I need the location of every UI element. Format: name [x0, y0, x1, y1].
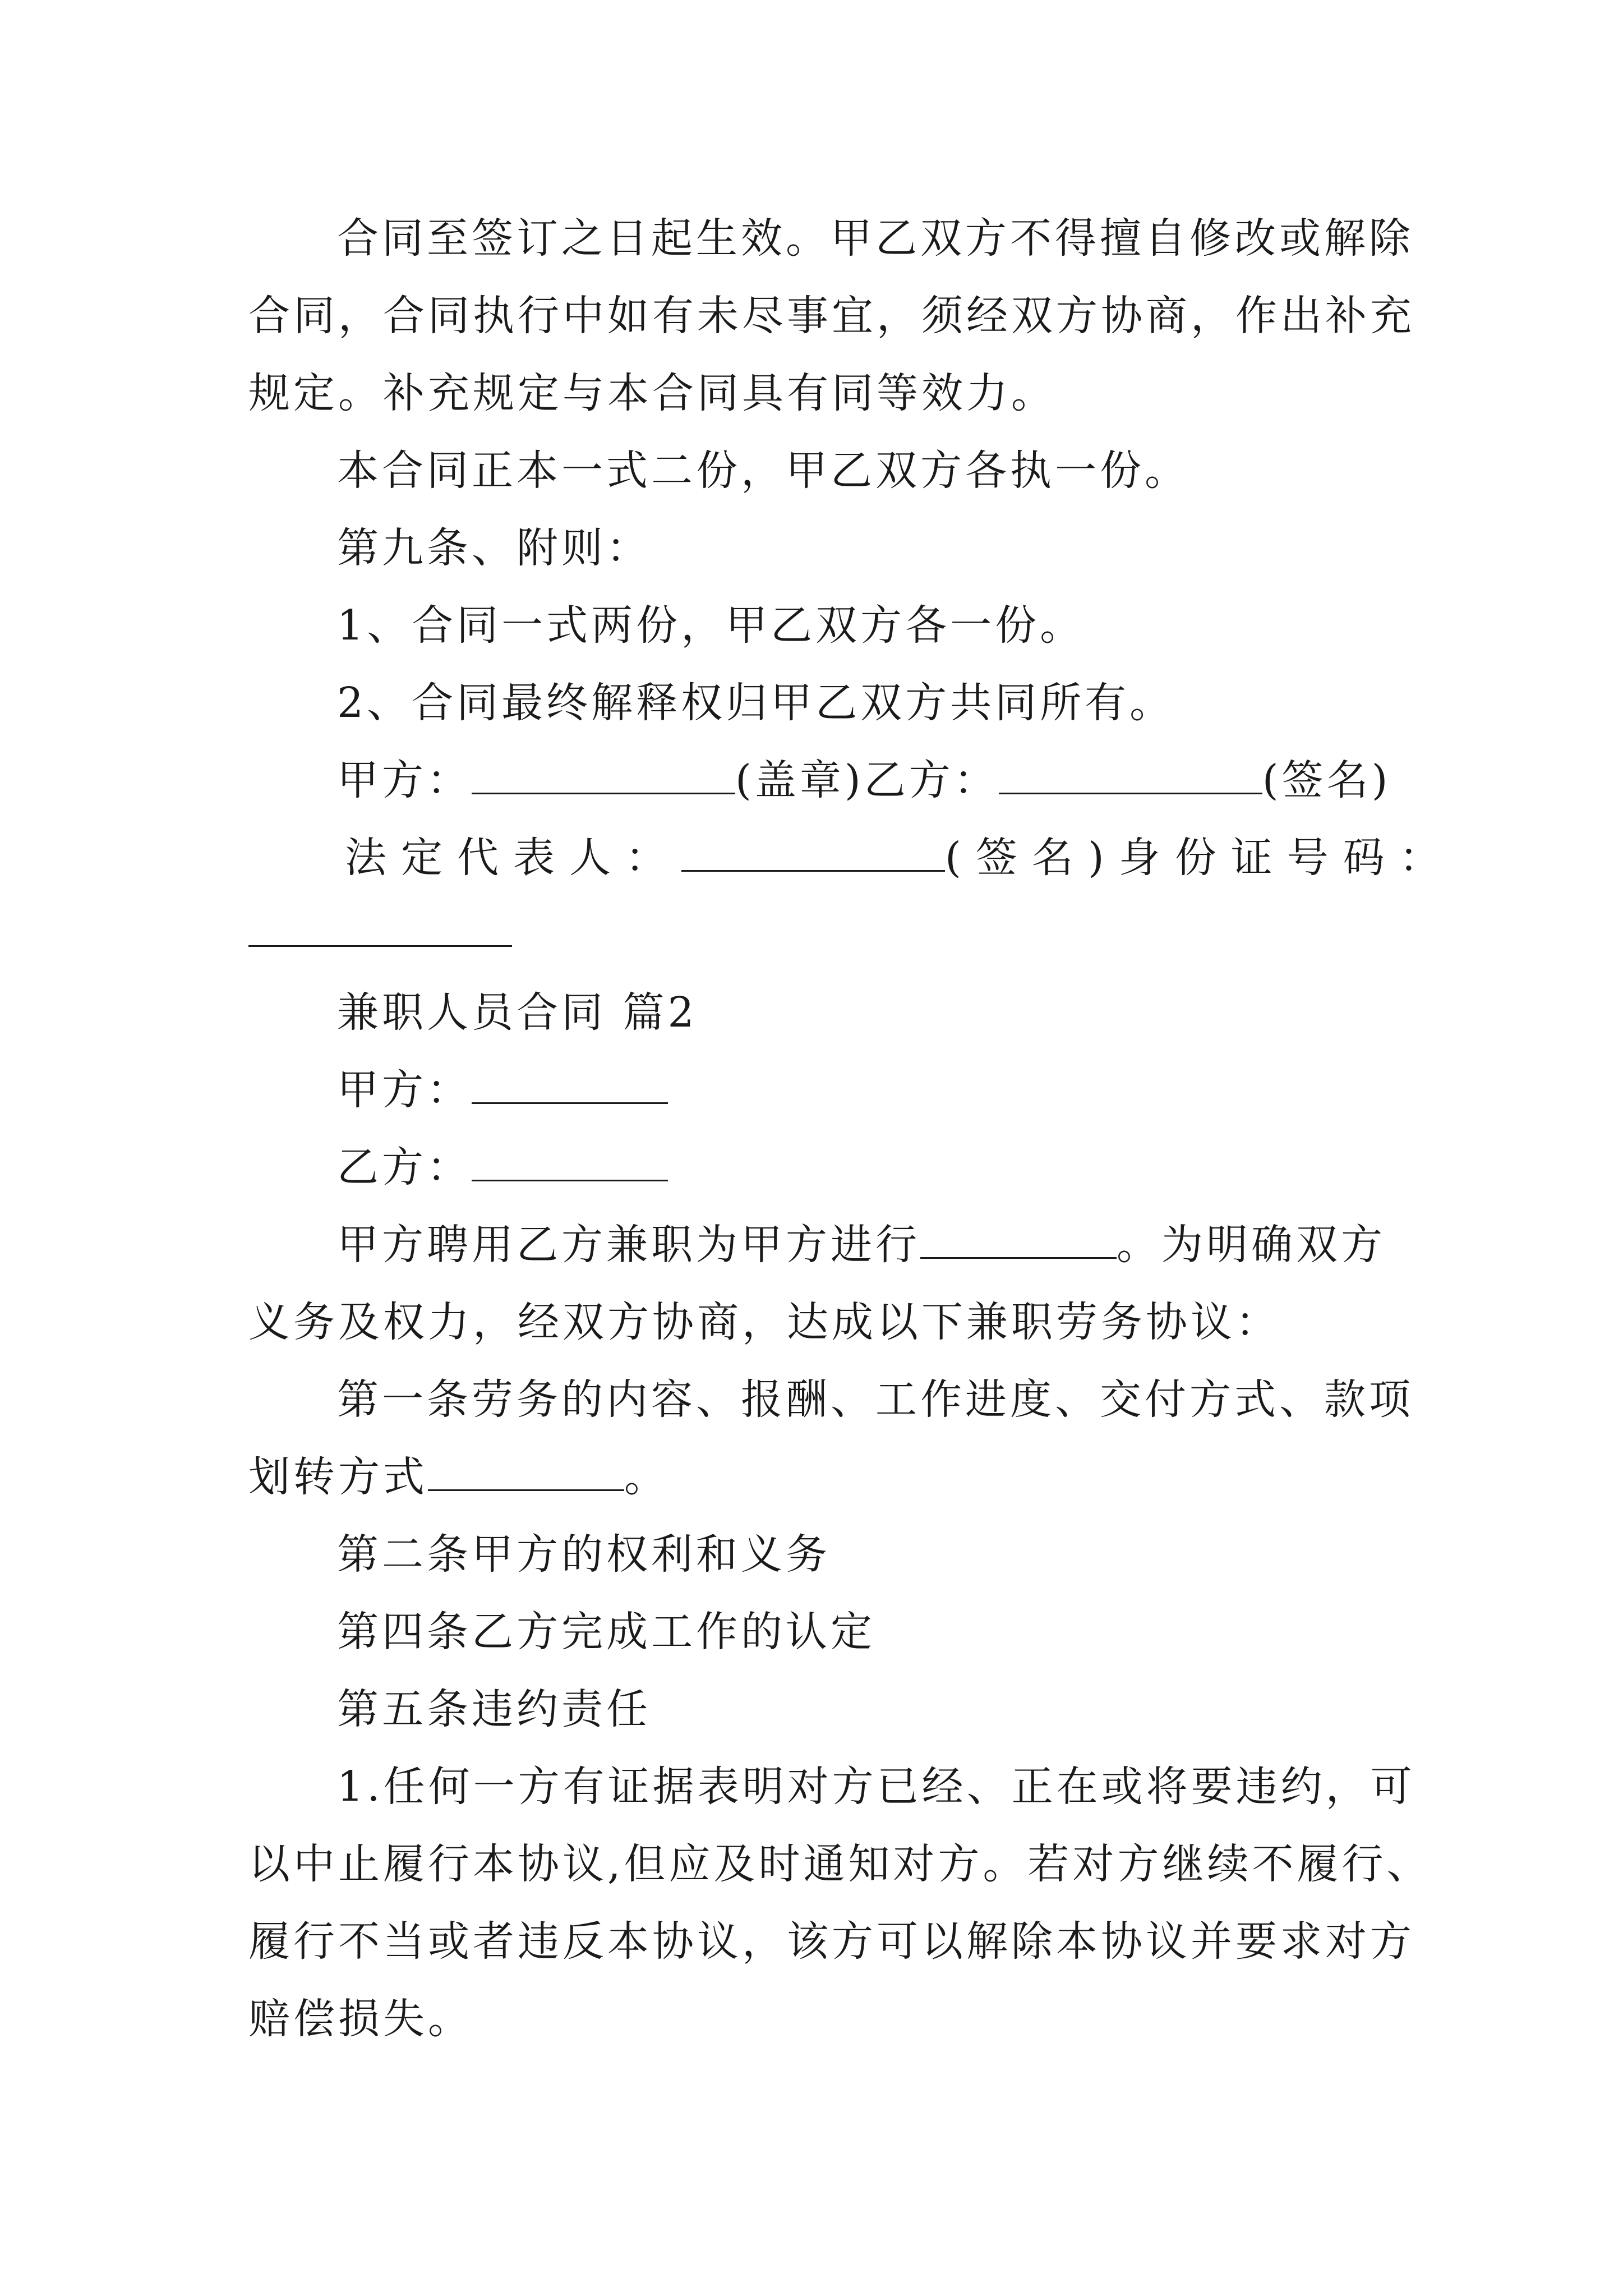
paragraph-line: 以中止履行本协议,但应及时通知对方。若对方继续不履行、 — [248, 1840, 1432, 1888]
party-b-line — [337, 1139, 668, 1195]
text-span: 。 — [624, 1453, 669, 1501]
paragraph-line: 合同至签订之日起生效。甲乙双方不得擅自修改或解除 — [337, 214, 1414, 263]
paragraph: 本合同正本一式二份，甲乙双方各执一份。 — [337, 447, 1189, 495]
party-a-label: 甲方： — [337, 1066, 472, 1114]
paragraph-line: 合同，合同执行中如有未尽事宜，须经双方协商，作出补充 — [248, 292, 1415, 340]
blank-field — [472, 1063, 668, 1104]
paragraph-line: 履行不当或者违反本协议，该方可以解除本协议并要求对方 — [248, 1917, 1415, 1966]
section-heading: 兼职人员合同 篇2 — [337, 988, 698, 1037]
list-item: 2、合同最终解释权归甲乙双方共同所有。 — [337, 679, 1175, 727]
blank-field — [472, 1140, 668, 1181]
article-heading: 第四条乙方完成工作的认定 — [337, 1608, 875, 1656]
sign-label: (签名) — [1262, 756, 1391, 804]
text-span: 划转方式 — [248, 1453, 428, 1501]
text-span: 。为明确双方 — [1117, 1221, 1386, 1269]
article-heading: 第九条、附则： — [337, 524, 651, 572]
paragraph-line: 义务及权力，经双方协商，达成以下兼职劳务协议： — [248, 1298, 1280, 1346]
paragraph-line — [248, 1449, 669, 1505]
representative-line — [345, 830, 1455, 886]
article-heading: 第五条违约责任 — [337, 1685, 651, 1733]
blank-field — [428, 1450, 624, 1491]
seal-label: (盖章)乙方： — [735, 756, 999, 804]
blank-field — [248, 945, 512, 947]
paragraph-line: 1.任何一方有证据表明对方已经、正在或将要违约，可 — [337, 1763, 1415, 1811]
representative-label: 法定代表人： — [345, 834, 681, 882]
paragraph-line: 规定。补充规定与本合同具有同等效力。 — [248, 369, 1056, 417]
paragraph-line: 赔偿损失。 — [248, 1995, 473, 2043]
blank-field — [472, 753, 735, 794]
blank-field — [999, 753, 1262, 794]
party-b-label: 乙方： — [337, 1143, 472, 1191]
paragraph-line — [337, 1217, 1386, 1273]
signature-line — [337, 752, 1391, 808]
article-heading: 第二条甲方的权利和义务 — [337, 1530, 831, 1579]
blank-field — [920, 1218, 1117, 1259]
party-a-line — [337, 1062, 668, 1118]
text-span: 甲方聘用乙方兼职为甲方进行 — [337, 1221, 920, 1269]
list-item: 1、合同一式两份，甲乙双方各一份。 — [337, 601, 1085, 650]
blank-field — [681, 831, 945, 872]
party-a-label: 甲方： — [337, 756, 472, 804]
paragraph-line: 第一条劳务的内容、报酬、工作进度、交付方式、款项 — [337, 1375, 1414, 1424]
id-number-label: (签名)身份证号码： — [945, 834, 1455, 882]
